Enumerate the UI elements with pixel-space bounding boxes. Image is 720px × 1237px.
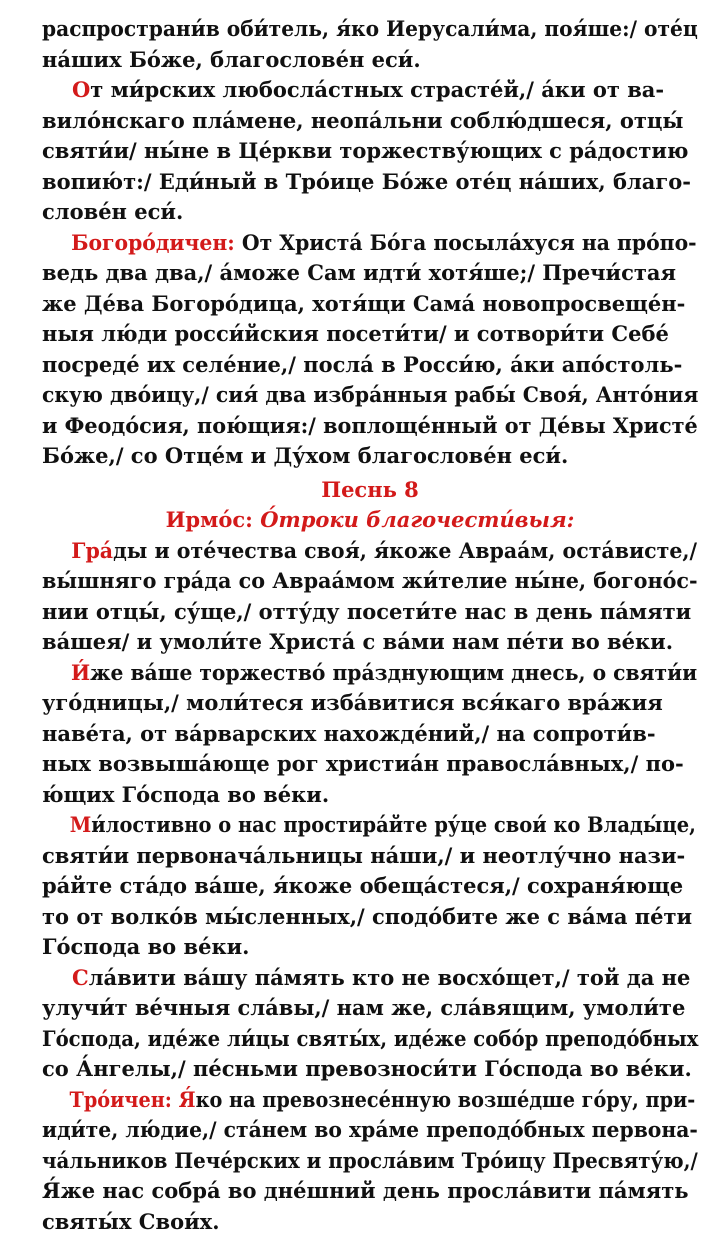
text-line: посреде́ их селе́ние,/ посла́ в Росси́ю, а́ки апо́столь- <box>42 350 698 381</box>
text-line: распространи́в оби́тель, я́ко Иерусали́ма, поя́ше:/ оте́ц <box>42 14 673 45</box>
red-initial: И́ <box>71 660 90 685</box>
text-line: иди́те, лю́дие,/ ста́нем во хра́ме преподо́бных первона- <box>42 1115 677 1146</box>
text-line <box>42 228 678 259</box>
paragraph-theotokion <box>42 228 698 472</box>
text-line: слове́н еси́. <box>42 197 698 228</box>
text-line-body: ды и оте́чества своя́, я́коже Авраа́м, оста́висте,/ <box>113 538 697 563</box>
text-line: Го́спода, иде́же ли́цы святы́х, иде́же собо́р преподо́бных <box>42 1024 656 1055</box>
paragraph-troparion <box>42 658 698 811</box>
text-line: ных возвыша́юще рог христиа́н правосла́вных,/ по- <box>42 749 698 780</box>
irmos-line <box>42 505 698 536</box>
text-line: нии отцы́, су́ще,/ отту́ду посети́те нас в день па́мяти <box>42 597 698 628</box>
red-label: Тро́ичен: Я́ <box>69 1087 195 1112</box>
text-line: уго́дницы,/ моли́теся изба́витися вся́каго вра́жия <box>42 688 698 719</box>
text-line <box>42 658 675 689</box>
text-line-body: т ми́рских любосла́стных страсте́й,/ а́ки от ва- <box>90 77 664 102</box>
text-line <box>42 810 649 841</box>
text-line: и Феодо́сия, пою́щия:/ воплоще́нный от Де́вы Христе́ <box>42 411 691 442</box>
paragraph-troparion <box>42 75 698 228</box>
red-initial: О <box>72 77 90 102</box>
text-line: вило́нскаго пла́мене, неопа́льни соблю́дшеся, отцы́ <box>42 106 698 137</box>
text-line-body: ко на превознесе́нную возше́дше го́ру, при- <box>196 1087 696 1112</box>
text-line <box>42 963 698 994</box>
text-line: Я́же нас собра́ во дне́шний день просла́вити па́мять <box>42 1176 698 1207</box>
text-line: наве́та, от ва́рварских нахожде́ний,/ на сопроти́в- <box>42 719 698 750</box>
text-line-body: же ва́ше торжество́ пра́зднующим днесь, о святи́и <box>90 660 697 685</box>
text-line <box>42 75 698 106</box>
text-line: вопию́т:/ Еди́ный в Тро́ице Бо́же оте́ц на́ших, благо- <box>42 167 698 198</box>
paragraph-troparion <box>42 536 698 658</box>
red-initial: М <box>70 812 92 837</box>
text-line: святи́и/ ны́не в Це́ркви торжеству́ющих с ра́достию <box>42 136 698 167</box>
ode-heading: Песнь 8 <box>42 472 698 506</box>
text-line: вы́шняго гра́да со Авраа́мом жи́телие ны́не, богоно́с- <box>42 566 689 597</box>
text-line: скую дво́ицу,/ сия́ два избра́нныя рабы́ Своя́, Анто́ния <box>42 380 677 411</box>
text-line: улучи́т ве́чныя сла́вы,/ нам же, сла́вящим, умоли́те <box>42 993 698 1024</box>
text-line: Го́спода во ве́ки. <box>42 932 698 963</box>
text-line: на́ших Бо́же, благослове́н еси́. <box>42 45 698 76</box>
paragraph-continuation <box>42 14 698 75</box>
irmos-label: Ирмо́с: <box>166 507 261 532</box>
text-line <box>42 1085 643 1116</box>
text-line: со А́нгелы,/ пе́сньми превозноси́ти Го́спода во ве́ки. <box>42 1054 698 1085</box>
text-line-body: От Христа́ Бо́га посыла́хуся на про́по- <box>242 230 697 255</box>
text-line-body: ла́вити ва́шу па́мять кто не восхо́щет,/ той да не <box>89 965 691 990</box>
paragraph-triadicon <box>42 1085 698 1237</box>
paragraph-troparion <box>42 810 698 963</box>
text-line: ныя лю́ди росси́йския посети́ти/ и сотвори́ти Себе́ <box>42 319 698 350</box>
text-line: святы́х Свои́х. <box>42 1207 698 1237</box>
text-line <box>42 536 683 567</box>
red-initial: Гра́ <box>71 538 113 563</box>
paragraph-troparion <box>42 963 698 1085</box>
text-line: Бо́же,/ со Отце́м и Ду́хом благослове́н еси́. <box>42 441 698 472</box>
red-label: Богоро́дичен: <box>71 230 242 255</box>
red-initial: С <box>72 965 89 990</box>
text-line: ва́шея/ и умоли́те Христа́ с ва́ми нам пе́ти во ве́ки. <box>42 627 698 658</box>
irmos-title: О́троки благочести́выя: <box>260 507 574 532</box>
text-line: ведь два два,/ а́може Сам идти́ хотя́ше;/ Пречи́стая <box>42 258 698 289</box>
text-line-body: и́лостивно о нас простира́йте ру́це свои́ ко Влады́це, <box>91 812 696 837</box>
text-line: ра́йте ста́до ва́ше, я́коже обеща́стеся,/ сохраня́юще <box>42 871 698 902</box>
text-line: ча́льников Пече́рских и просла́вим Тро́ицу Пресвяту́ю,/ <box>42 1146 662 1177</box>
text-line: ю́щих Го́спода во ве́ки. <box>42 780 698 811</box>
text-line: же Де́ва Богоро́дица, хотя́щи Сама́ новопросвеще́н- <box>42 289 698 320</box>
text-line: святи́и первонача́льницы на́ши,/ и неотлу́чно нази- <box>42 841 698 872</box>
text-line: то от волко́в мы́сленных,/ сподо́бите же с ва́ма пе́ти <box>42 902 698 933</box>
